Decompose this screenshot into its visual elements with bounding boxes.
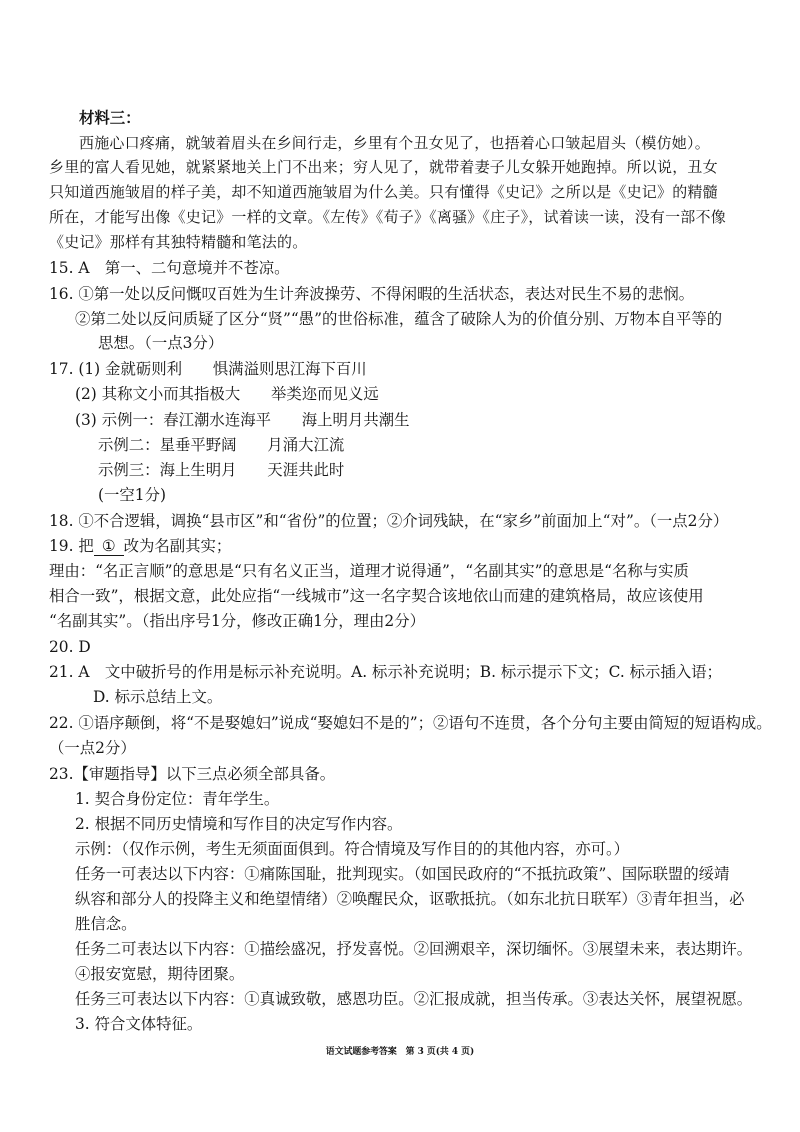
answer-21-line: D. 标示总结上文。 (93, 688, 223, 706)
answer-17-line: (一空1分) (98, 486, 166, 504)
answer-19-first-line (49, 534, 231, 558)
answer-19-line: “名副其实”。（指出序号1分，修改正确1分，理由2分） (49, 612, 426, 630)
material3-line: 所在，才能写出像《史记》一样的文章。《左传》《荀子》《离骚》《庄子》，试着读一读，没有一部不像 (49, 208, 726, 226)
answer-23-line: 3. 符合文体特征。 (75, 1015, 203, 1033)
answer-17-line: (2) 其称文小而其指极大 举类迩而见义远 (75, 385, 379, 403)
material3-line: 乡里的富人看见她，就紧紧地关上门不出来；穷人见了，就带着妻子儿女躲开她跑掉。所以说，丑女 (49, 158, 718, 176)
page-footer: 语文试题参考答案 第 3 页(共 4 页) (325, 1047, 475, 1057)
answer-23-line: 任务一可表达以下内容：①痛陈国耻，批判现实。（如国民政府的“不抵抗政策”、国际联盟的绥靖 (75, 865, 730, 883)
answer-20: 20. D (49, 638, 91, 656)
answer-21-line: 21. A 文中破折号的作用是标示补充说明。A. 标示补充说明；B. 标示提示下文；C. 标示插入语； (49, 663, 722, 681)
answer-16-line: 思想。（一点3分） (98, 334, 224, 352)
answer-23-line: 23.【审题指导】以下三点必须全部具备。 (49, 765, 336, 783)
answer-19-suffix: 改为名副其实； (123, 537, 232, 555)
answer-19-line: 相合一致”，根据文意，此处应指“一线城市”这一名字契合该地依山而建的建筑格局，故应该使用 (49, 587, 704, 605)
material3-heading: 材料三： (79, 109, 141, 127)
answer-16-line: 16. ①第一处以反问慨叹百姓为生计奔波操劳、不得闲暇的生活状态，表达对民生不易的悲悯。 (49, 285, 694, 303)
answer-18: 18. ①不合逻辑，调换“县市区”和“省份”的位置；②介词残缺，在“家乡”前面加上“对”。（一点2分） (49, 512, 729, 530)
answer-23-line: 纵容和部分人的投降主义和绝望情绪）②唤醒民众，讴歌抵抗。（如东北抗日联军）③青年担当，必 (75, 890, 745, 908)
material3-line: 西施心口疼痛，就皱着眉头在乡间行走，乡里有个丑女见了，也捂着心口皱起眉头（模仿她）。 (79, 134, 710, 152)
material3-line: 只知道西施皱眉的样子美，却不知道西施皱眉为什么美。只有懂得《史记》之所以是《史记》的精髓 (49, 183, 718, 201)
answer-19-prefix: 19. 把 (49, 537, 94, 555)
material3-line: 《史记》那样有其独特精髓和笔法的。 (49, 233, 308, 251)
answer-19-line: 理由：“名正言顺”的意思是“只有名义正当，道理才说得通”，“名副其实”的意思是“名称与实质 (49, 562, 689, 580)
answer-23-line: ④报安宽慰，期待团聚。 (75, 965, 245, 983)
answer-23-line: 任务二可表达以下内容：①描绘盛况，抒发喜悦。②回溯艰辛，深切缅怀。③展望未来，表达期许。 (75, 940, 753, 958)
answer-23-line: 任务三可表达以下内容：①真诚致敬，感恩功臣。②汇报成就，担当传承。③表达关怀，展望祝愿。 (75, 990, 753, 1008)
answer-19-blank: ① (94, 537, 124, 556)
answer-17-line: 示例二：星垂平野阔 月涌大江流 (98, 436, 345, 454)
answer-22-line: 22. ①语序颠倒，将“不是娶媳妇”说成“娶媳妇不是的”；②语句不连贯，各个分句主要由简短的短语构成。 (49, 714, 772, 732)
answer-22-line: （一点2分） (49, 739, 136, 757)
answer-15: 15. A 第一、二句意境并不苍凉。 (49, 259, 290, 277)
answer-23-line: 1. 契合身份定位：青年学生。 (75, 790, 280, 808)
answer-16-line: ②第二处以反问质疑了区分“贤”“愚”的世俗标准，蕴含了破除人为的价值分别、万物本自平等的 (75, 310, 723, 328)
answer-17-line: (3) 示例一：春江潮水连海平 海上明月共潮生 (75, 411, 410, 429)
answer-23-line: 2. 根据不同历史情境和写作目的决定写作内容。 (75, 815, 403, 833)
answer-23-line: 胜信念。 (75, 915, 137, 933)
answer-17-line: 示例三：海上生明月 天涯共此时 (98, 461, 345, 479)
answer-17-line: 17. (1) 金就砺则利 惧满溢则思江海下百川 (49, 360, 367, 378)
answer-23-line: 示例：（仅作示例，考生无须面面俱到。符合情境及写作目的的其他内容，亦可。） (75, 840, 630, 858)
